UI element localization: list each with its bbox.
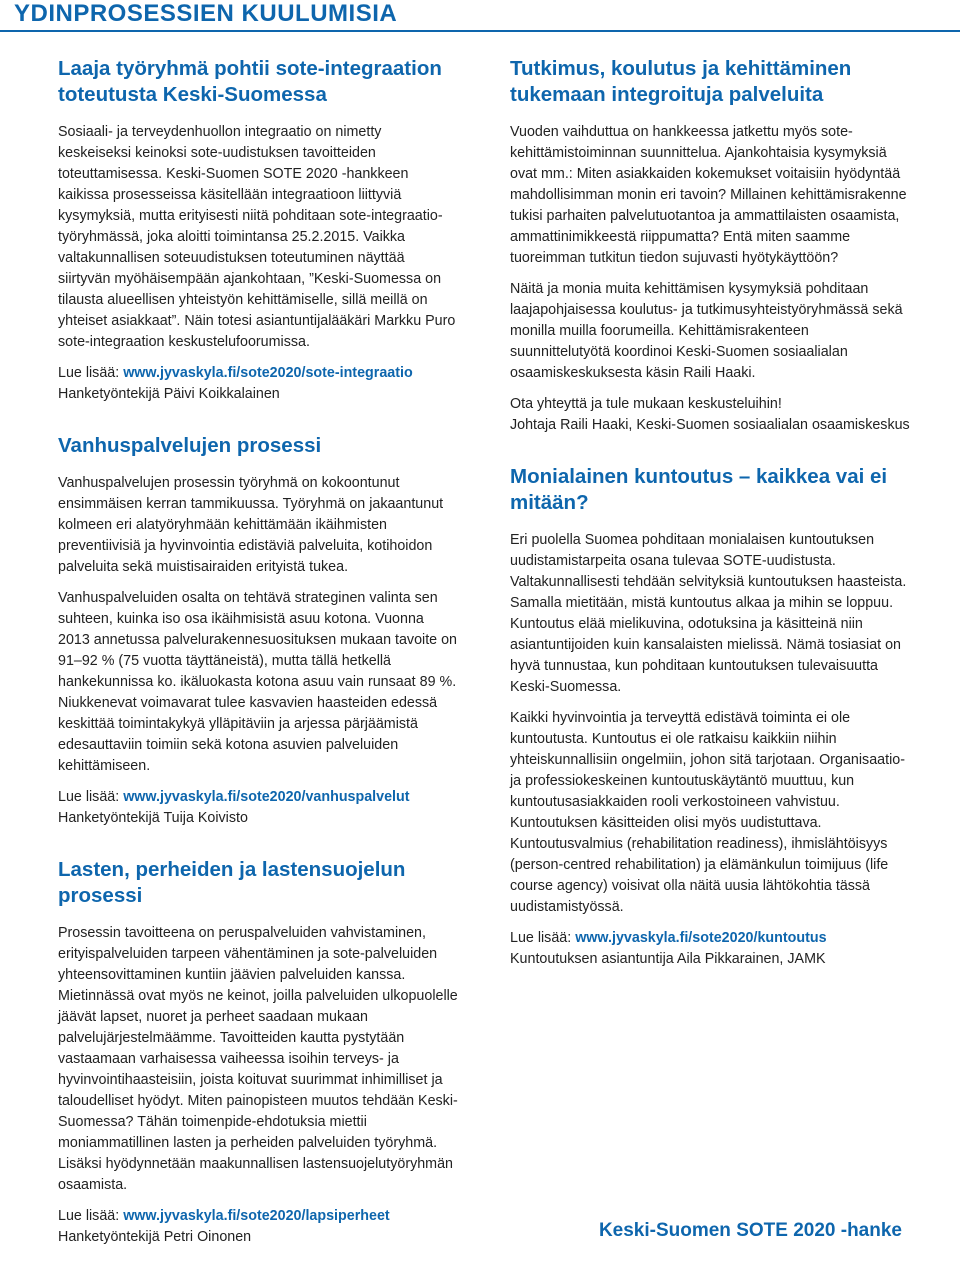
article-author: Kuntoutuksen asiantuntija Aila Pikkarainen, JAMK [510,951,826,967]
article-research-training [510,56,910,436]
read-more-link[interactable]: www.jyvaskyla.fi/sote2020/lapsiperheet [123,1208,390,1224]
left-column [58,56,458,1276]
article-title: Monialainen kuntoutus – kaikkea vai ei mitään? [510,465,888,514]
read-more [510,928,910,949]
article-title: Vanhuspalvelujen prosessi [58,434,322,457]
footer-divider [0,1274,960,1278]
header-divider [0,30,960,32]
page-title: YDINPROSESSIEN KUULUMISIA [0,0,411,30]
read-more-link[interactable]: www.jyvaskyla.fi/sote2020/sote-integraatio [123,365,413,381]
read-more-label: Lue lisää: [58,789,124,805]
read-more-link[interactable]: www.jyvaskyla.fi/sote2020/kuntoutus [575,930,827,946]
read-more [58,363,458,384]
read-more [58,787,458,808]
article-title: Lasten, perheiden ja lastensuojelun prosessi [58,858,406,907]
right-column [510,56,910,998]
read-more-label: Lue lisää: [510,930,576,946]
read-more-link[interactable]: www.jyvaskyla.fi/sote2020/vanhuspalvelut [123,789,410,805]
article-title: Laaja työryhmä pohtii sote-integraation toteutusta Keski-Suomessa [58,57,442,106]
article-children-families [58,857,458,1248]
article-author: Johtaja Raili Haaki, Keski-Suomen sosiaalialan osaamiskeskus [510,417,910,433]
article-paragraph: Näitä ja monia muita kehittämisen kysymyksiä pohditaan laajapohjaisessa koulutus- ja tutkimusyhteistyöryhmässä sekä monilla muilla foorumeilla. Kehittämisrakenteen suunnittelutyötä koordinoi Keski-Suomen sosiaalialan osaamiskeskuksesta käsin Raili Haaki. [510,281,903,381]
article-author: Hanketyöntekijä Päivi Koikkalainen [58,386,280,402]
article-paragraph: Kaikki hyvinvointia ja terveyttä edistävä toiminta ei ole kuntoutusta. Kuntoutus ei ole ratkaisu kaikkiin niihin yhteiskunnallisiin ongelmiin, johon sitä tarjotaan. Organisaatio- ja professiokeskeinen kuntoutuskäytäntö muuttuu, kun kuntoutusasiakkaiden rooli verkostoineen vahvistuu. Kuntoutuksen käsitteiden olisi myös uudistuttava. Kuntoutusvalmius (rehabilitation readiness), ihmislähtöisyys (person-centred rehabilitation) ja elämänkulun toimijuus (life course agency) voisivat olla näitä uusia lähtökohtia tässä uudistamistyössä. [510,710,905,915]
article-paragraph: Prosessin tavoitteena on peruspalveluiden vahvistaminen, erityispalveluiden tarpeen vähentäminen ja sote-palveluiden yhteensovittaminen kuntiin jäävien palveluiden kanssa. Mietinnässä ovat myös ne keinot, joilla palveluiden ulkopuolelle jäävät lapset, nuoret ja perheet saadaan mukaan palvelujärjestelmäämme. Tavoitteiden kautta pystytään vastaamaan varhaisessa vaiheessa isoihin terveys- ja hyvinvointihaasteisiin, joista koituvat suurimmat inhimilliset ja taloudelliset hyödyt. Miten painopisteen muutos tehdään Keski-Suomessa? Tähän toimenpide-ehdotuksia miettii moniammatillinen lasten ja perheiden palveluiden työryhmä. Lisäksi hyödynnetään maakunnallisen lastensuojelutyöryhmän osaamista. [58,925,458,1193]
read-more-label: Lue lisää: [58,365,124,381]
article-paragraph: Sosiaali- ja terveydenhuollon integraatio on nimetty keskeiseksi keinoksi sote-uudistuksen tavoitteiden toteuttamisessa. Keski-Suomen SOTE 2020 -hankkeen kaikissa prosesseissa käsitellään integraatioon liittyviä kysymyksiä, mutta erityisesti niitä pohditaan sote-integraatio-työryhmässä, joka aloitti toimintansa 25.2.2015. Vaikka valtakunnallisen soteuudistuksen toteutuminen näyttää siirtyvän myöhäisempään ajankohtaan, ”Keski-Suomessa on tilausta alueellisen yhteistyön kehittämiselle, sillä meillä on yhteiset asiakkaat”. Näin totesi asiantuntijalääkäri Markku Puro sote-integraation keskustelufoorumissa. [58,124,456,350]
article-paragraph: Eri puolella Suomea pohditaan monialaisen kuntoutuksen uudistamistarpeita osana tulevaa SOTE-uudistusta. Valtakunnallisesti tehdään selvityksiä kuntoutuksen haasteista. Samalla mietitään, mistä kuntoutus alkaa ja mihin se loppuu. Kuntoutus elää mielikuvina, odotuksina ja käsitteinä niin asiantuntijoiden kuin kansalaisten mielissä. Nämä tosiasiat on hyvä tunnustaa, kun pohditaan kuntoutuksen tulevaisuutta Keski-Suomessa. [510,532,907,695]
article-author: Hanketyöntekijä Petri Oinonen [58,1229,252,1245]
article-author: Hanketyöntekijä Tuija Koivisto [58,810,248,826]
article-rehabilitation [510,464,910,970]
article-paragraph: Vuoden vaihduttua on hankkeessa jatkettu myös sote-kehittämistoiminnan suunnittelua. Ajankohtaisia kysymyksiä ovat mm.: Miten asiakkaiden kokemukset voitaisiin hyödyntää mahdollisimman monin eri tavoin? Millainen kehittämisrakenne tukisi parhaiten palvelutuotantoa ja ammattilaisten osaamista, ammattinimikkeestä riippumatta? Entä miten saamme tuoreimman tutkitun tiedon sujuvasti hyötykäyttöön? [510,124,907,266]
article-title: Tutkimus, koulutus ja kehittäminen tukemaan integroituja palveluita [510,57,852,106]
article-callout: Ota yhteyttä ja tule mukaan keskusteluihin! [510,396,782,412]
article-elderly-services [58,433,458,829]
article-paragraph: Vanhuspalveluiden osalta on tehtävä strateginen valinta sen suhteen, kuinka iso osa ikäihmisistä asuu kotona. Vuonna 2013 annetussa palvelurakennesuosituksen mukaan tavoite on 91–92 % (75 vuotta täyttäneistä), mutta tällä hetkellä hankekunnissa ko. ikäluokasta kotona asuu vain runsaat 89 %. Niukkenevat voimavarat tulee kasvavien haasteiden edessä keskittää toimintakykyä ylläpitäviin ja arjessa pärjäämistä edesauttaviin toimiin sekä kotona asuvien palveluiden kehittämiseen. [58,590,458,774]
article-sote-integration [58,56,458,405]
read-more [58,1206,458,1227]
article-paragraph: Vanhuspalvelujen prosessin työryhmä on kokoontunut ensimmäisen kerran tammikuussa. Työryhmä on jakaantunut kolmeen eri alatyöryhmään kehittämään ikäihmisten preventiivisiä ja hyvinvointia edistäviä palveluita, kotihoidon palveluita sekä muistisairaiden erityistä tukea. [58,475,444,575]
footer-brand: Keski-Suomen SOTE 2020 -hanke [598,1220,902,1241]
read-more-label: Lue lisää: [58,1208,124,1224]
